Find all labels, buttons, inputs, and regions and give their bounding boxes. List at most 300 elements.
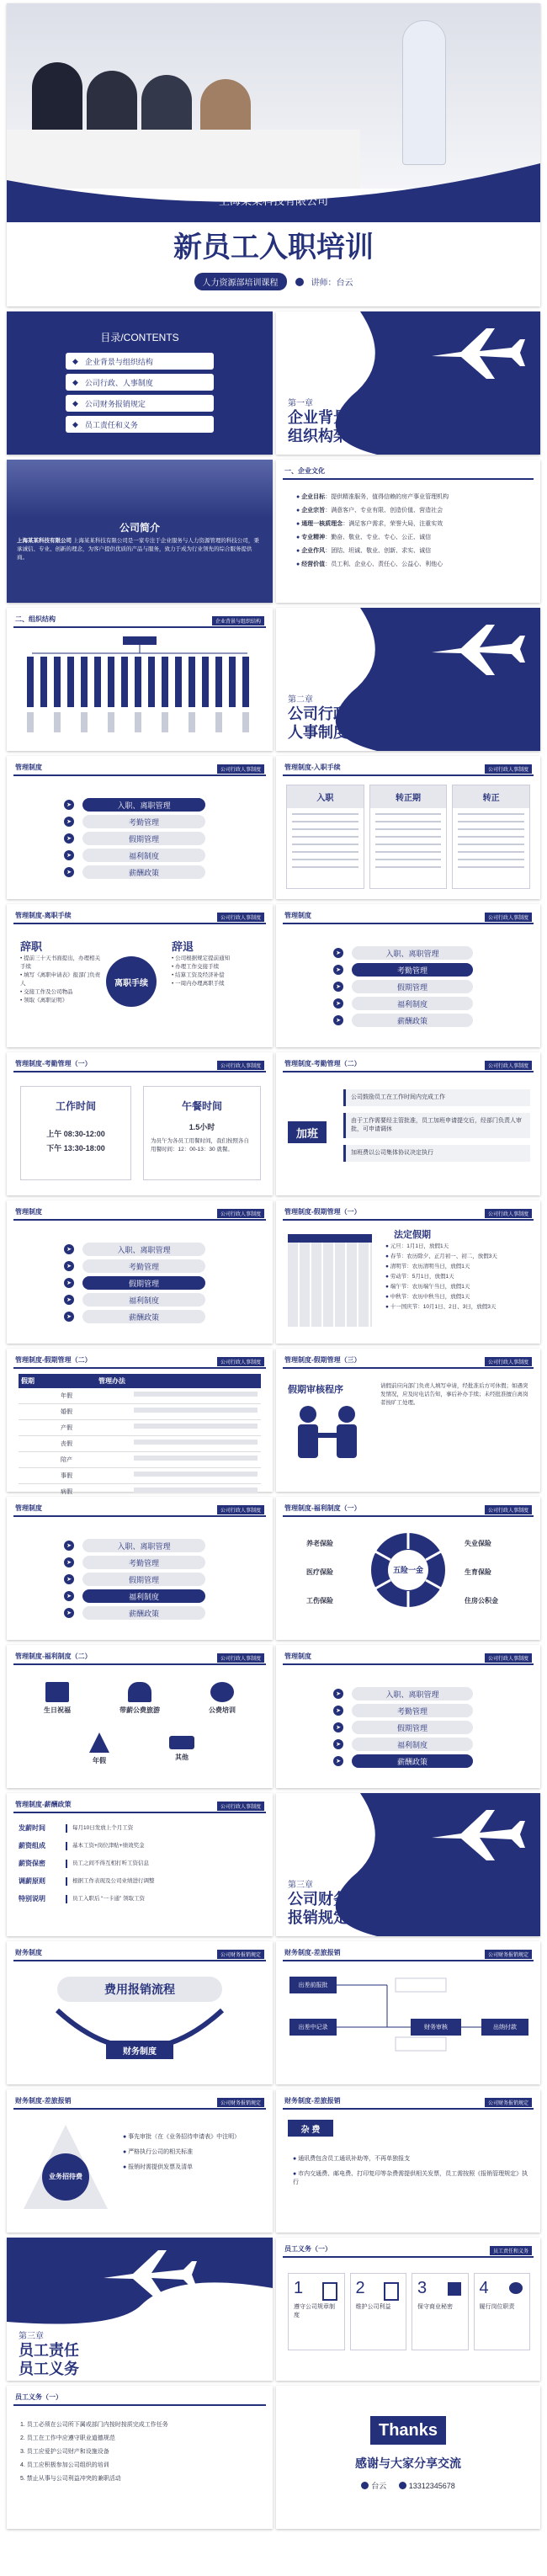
slide-header: 管理制度-入职手续 <box>284 764 341 771</box>
header-line <box>13 1960 266 1961</box>
duty-card: 1 遵守公司规章制度 <box>288 2273 345 2350</box>
intro-title: 公司简介 <box>119 522 160 534</box>
menu-item-label: 福利制度 <box>128 1592 159 1601</box>
overtime-item: 加班费以公司集体协议决定执行 <box>343 1145 530 1162</box>
slide-tag: 公司行政人事制度 <box>217 1061 264 1070</box>
org-chart <box>24 636 256 737</box>
onboard-col <box>369 785 448 889</box>
mgmt-menu-slide[interactable] <box>276 904 540 1047</box>
resign-left-text: • 提前三十天书面提出，办理相关手续 • 填写《离职申请表》报部门负责人 • 交接工作及公司物品 • 领取《离职证明》 <box>20 955 101 1003</box>
toc-item-icon: ◆ <box>72 377 78 386</box>
cover-slide[interactable] <box>7 3 540 306</box>
slide-tag: 公司行政人事制度 <box>485 764 532 774</box>
menu-item-attendance[interactable] <box>66 1556 205 1569</box>
onboard-col-title: 转正 <box>453 785 529 808</box>
slide-tag: 公司行政人事制度 <box>485 1061 532 1070</box>
chapter-number: 第三章 <box>19 2332 44 2341</box>
chat-icon <box>509 2282 523 2294</box>
slide-tag: 公司行政人事制度 <box>217 1357 264 1366</box>
slide-header: 管理制度 <box>15 1504 42 1512</box>
attendance1-slide[interactable] <box>7 1052 273 1195</box>
overtime-item: 公司鼓励员工在工作时间内完成工作 <box>343 1089 530 1106</box>
menu-item-label: 入职、离职管理 <box>117 1541 171 1551</box>
slide-header: 管理制度-假期管理（三） <box>284 1356 361 1364</box>
arrow-icon: ➤ <box>64 1278 74 1288</box>
header-line <box>283 923 534 924</box>
slide-header: 员工义务（一） <box>15 2393 62 2401</box>
welfare2-slide[interactable] <box>7 1645 273 1788</box>
arrow-icon: ➤ <box>333 982 343 992</box>
hospitality-center: 业务招待费 <box>49 2173 82 2180</box>
leave-approval-title: 假期审核程序 <box>288 1385 343 1395</box>
mgmt-menu-slide[interactable] <box>276 1645 540 1788</box>
slide-header: 财务制度-差旅报销 <box>15 2097 72 2105</box>
menu-item-label: 福利制度 <box>128 851 159 860</box>
chapter1-slide[interactable] <box>276 311 540 455</box>
toc-item[interactable] <box>66 374 214 391</box>
leave-table-row: 年假 <box>19 1388 261 1404</box>
header-line <box>13 1071 266 1072</box>
travel-icon <box>128 1682 151 1702</box>
menu-item-label: 薪酬政策 <box>128 1312 159 1322</box>
thanks-speaker: 台云 <box>371 2482 387 2490</box>
arrow-icon: ➤ <box>64 1261 74 1271</box>
mgmt-menu-slide[interactable] <box>7 756 273 899</box>
arrow-icon: ➤ <box>64 817 74 827</box>
duty1-slide[interactable] <box>276 2238 540 2381</box>
slide-header: 管理制度 <box>15 1208 42 1216</box>
duty2-line: 5. 禁止从事与公司利益冲突的兼职活动 <box>20 2476 121 2482</box>
onboard-col <box>452 785 530 889</box>
onboard-slide[interactable] <box>276 756 540 899</box>
slide-tag: 公司行政人事制度 <box>485 1209 532 1218</box>
arrow-icon: ➤ <box>64 1557 74 1567</box>
hospitality-triangle <box>24 2125 108 2209</box>
leave-table-row: 产假 <box>19 1420 261 1436</box>
flow-node: 出差前报批 <box>289 1977 337 1993</box>
chapter-heading <box>19 2329 79 2378</box>
insurance-item: 生育保险 <box>465 1568 491 1576</box>
chapter-heading <box>288 396 348 445</box>
gift-box-icon <box>448 2282 461 2296</box>
menu-item-onboarding[interactable] <box>336 946 473 960</box>
salary-row: 特别说明 员工入职后 “一卡通” 领取工资 <box>19 1894 261 1903</box>
slide-header: 管理制度-福利制度（一） <box>284 1504 361 1512</box>
header-line <box>283 2108 534 2110</box>
menu-item-salary[interactable] <box>66 1310 205 1323</box>
menu-item-welfare[interactable] <box>66 1293 205 1307</box>
plane-icon <box>428 620 528 679</box>
slide-tag: 企业背景与组织结构 <box>212 616 264 625</box>
arrow-icon: ➤ <box>333 948 343 958</box>
duty2-line: 3. 员工应爱护公司财产和设施设备 <box>20 2449 109 2455</box>
toc-item[interactable] <box>66 395 214 412</box>
chapter-title: 企业背景 组织构架 <box>288 409 348 444</box>
menu-item-welfare[interactable] <box>66 849 205 862</box>
welfare-item-label: 带薪公费旅游 <box>119 1706 160 1714</box>
org-slide[interactable] <box>7 608 273 751</box>
arrow-icon: ➤ <box>64 1574 74 1584</box>
menu-item-attendance[interactable] <box>66 1259 205 1273</box>
salary-row: 薪资组成 基本工资+岗位津贴+绩效奖金 <box>19 1841 261 1850</box>
chapter-number: 第一章 <box>288 399 313 408</box>
leave-col-header: 管理办法 <box>98 1377 125 1385</box>
arrow-icon: ➤ <box>64 800 74 810</box>
slide-header: 管理制度 <box>284 1653 311 1660</box>
work-time-am: 上午 08:30-12:00 <box>46 1130 105 1138</box>
header-line <box>13 1367 266 1369</box>
toc-item-label: 企业背景与组织结构 <box>84 357 153 366</box>
duty2-line: 4. 员工应积极参加公司组织的培训 <box>20 2462 109 2468</box>
chapter3-slide[interactable] <box>276 1793 540 1936</box>
attendance2-slide[interactable] <box>276 1052 540 1195</box>
chapter-number: 第二章 <box>288 695 313 705</box>
menu-item-label: 考勤管理 <box>396 966 428 975</box>
leave-item: ● 劳动节：5月1日，放假1天 <box>385 1274 454 1280</box>
user-icon <box>361 2482 369 2489</box>
salary-slide[interactable] <box>7 1793 273 1936</box>
header-line <box>13 626 266 628</box>
finance1-slide[interactable] <box>7 1941 273 2084</box>
leave-col-header <box>66 1374 96 1388</box>
overtime-item: 由于工作需要经主管批准，员工加班申请提交后，经部门负责人审批，可申请调休 <box>343 1113 530 1138</box>
duty-card: 4 履行岗位职责 <box>474 2273 531 2350</box>
thanks-badge <box>370 2416 446 2445</box>
slide-header: 管理制度-薪酬政策 <box>15 1801 72 1808</box>
menu-item-salary[interactable] <box>336 1014 473 1027</box>
work-time-box <box>20 1086 131 1180</box>
toc-item-icon: ◆ <box>72 356 78 365</box>
slide-header: 管理制度-考勤管理（二） <box>284 1060 361 1067</box>
phone-icon <box>399 2482 406 2489</box>
culture-list <box>296 488 532 574</box>
header-line <box>13 2404 266 2406</box>
slide-header: 管理制度-福利制度（二） <box>15 1653 92 1660</box>
culture-row: ● 通理一核质理念：满足客户需求，荣誉大局，注重实效 <box>296 521 443 527</box>
welfare-item-label: 生日祝福 <box>44 1706 71 1714</box>
thanks-phone: 13312345678 <box>408 2482 455 2490</box>
chapter-title: 员工责任 员工义务 <box>19 2342 79 2377</box>
menu-item-label: 薪酬政策 <box>396 1757 428 1766</box>
mgmt-menu <box>66 1535 205 1623</box>
header-line <box>283 1515 534 1517</box>
leave-approval-text: 请假前应向部门负责人填写申请，经批准后方可休假；如遇突发情况，应及时电话告知，事后补办手续；未经批准擅自离岗者按旷工处理。 <box>380 1383 528 1406</box>
slide-tag: 公司行政人事制度 <box>217 1653 264 1663</box>
slide-header: 一、企业文化 <box>284 467 325 475</box>
header-line <box>13 1219 266 1221</box>
slide-tag: 公司行政人事制度 <box>485 1505 532 1514</box>
chapter-heading <box>288 692 348 742</box>
mgmt-menu <box>336 1684 473 1771</box>
leave-item: ● 十一国庆节：10月1日、2日、3日，放假3天 <box>385 1304 497 1310</box>
menu-item-label: 入职、离职管理 <box>117 1245 171 1254</box>
chapter2-slide[interactable] <box>276 608 540 751</box>
leave-list <box>385 1241 534 1313</box>
menu-item-label: 假期管理 <box>128 834 159 844</box>
cover-subtitle: 人力资源部培训课程 <box>194 273 287 290</box>
arrow-icon: ➤ <box>64 833 74 844</box>
arrow-icon: ➤ <box>64 1312 74 1322</box>
flow-node: 财务审核 <box>411 2019 461 2036</box>
slide-tag: 公司行政人事制度 <box>485 913 532 922</box>
duty-cards <box>288 2273 530 2350</box>
leave1-slide[interactable] <box>276 1200 540 1344</box>
menu-item-welfare[interactable] <box>336 997 473 1010</box>
flow-lines <box>337 1975 488 2059</box>
slide-header: 员工义务（一） <box>284 2245 332 2253</box>
menu-item-onboarding[interactable] <box>66 1539 205 1552</box>
welfare1-slide[interactable] <box>276 1497 540 1640</box>
arrow-icon: ➤ <box>333 1722 343 1732</box>
menu-item-onboarding[interactable] <box>66 1243 205 1256</box>
leave-item: ● 中秋节：农历中秋当日，放假1天 <box>385 1294 470 1300</box>
slide-tag: 公司行政人事制度 <box>485 1653 532 1663</box>
slide-tag: 公司行政人事制度 <box>217 764 264 774</box>
doc-icon <box>322 2282 337 2301</box>
menu-item-attendance[interactable] <box>336 963 473 977</box>
menu-item-label: 考勤管理 <box>396 1706 428 1716</box>
resign-slide[interactable] <box>7 904 273 1047</box>
header-line <box>283 1367 534 1369</box>
leave-title: 法定假期 <box>394 1230 431 1240</box>
duty-card: 3 保守商业秘密 <box>412 2273 469 2350</box>
hospitality-item: ● 严格执行公司的相关标准 <box>123 2149 194 2155</box>
duty-card: 2 维护公司利益 <box>350 2273 407 2350</box>
leave-col-header: 假期 <box>21 1377 35 1385</box>
overtime-label-text: 加班 <box>295 1126 318 1140</box>
finance-curve <box>57 2010 222 2069</box>
menu-item-welfare[interactable] <box>66 1589 205 1603</box>
chapter4-slide[interactable] <box>7 2238 273 2381</box>
arrow-icon: ➤ <box>333 998 343 1009</box>
menu-item-label: 考勤管理 <box>128 1262 159 1271</box>
intro-text-block <box>17 537 263 562</box>
insurance-item: 失业保险 <box>465 1540 491 1547</box>
work-time-pm: 下午 13:30-18:00 <box>46 1144 105 1152</box>
mgmt-menu <box>336 943 473 1030</box>
resign-center-circle <box>106 956 157 1007</box>
duty2-line: 2. 员工在工作中应遵守职业道德规范 <box>20 2435 115 2441</box>
finance3-slide[interactable] <box>7 2089 273 2233</box>
header-line <box>283 1960 534 1961</box>
leave-table-row: 丧假 <box>19 1436 261 1452</box>
thanks-slide[interactable] <box>276 2386 540 2529</box>
finance-label-box <box>106 2041 173 2059</box>
slide-header: 管理制度-离职手续 <box>15 912 72 919</box>
welfare-item <box>32 1682 82 1715</box>
leave-item: ● 元旦：1月1日，放假1天 <box>385 1243 449 1249</box>
slide-tag: 公司财务报销规定 <box>485 2098 532 2107</box>
lecturer-icon <box>295 278 304 286</box>
toc-title: 目录/CONTENTS <box>100 332 179 343</box>
menu-item-salary[interactable] <box>336 1754 473 1768</box>
handshake-icon <box>289 1402 365 1470</box>
slide-header: 财务制度-差旅报销 <box>284 1949 341 1956</box>
leave-table-row: 病假 <box>19 1484 261 1500</box>
slide-tag: 公司行政人事制度 <box>217 1209 264 1218</box>
insurance-center: 五险一金 <box>392 1566 423 1574</box>
menu-item-onboarding[interactable] <box>66 798 205 812</box>
salary-table <box>19 1820 261 1912</box>
hospitality-item: ● 事先审批（在《业务招待申请表》中注明） <box>123 2134 241 2140</box>
slide-tag: 公司行政人事制度 <box>217 1802 264 1811</box>
menu-item-label: 福利制度 <box>396 999 428 1009</box>
leave2-slide[interactable] <box>7 1349 273 1495</box>
toc-item-label: 员工责任和义务 <box>84 420 138 429</box>
toc-item-label: 公司行政、人事制度 <box>84 378 153 387</box>
slide-tag: 公司行政人事制度 <box>217 913 264 922</box>
overtime-list <box>343 1083 530 1168</box>
intro-slide[interactable] <box>7 460 273 603</box>
calendar-graphic <box>288 1234 372 1327</box>
insurance-item: 养老保险 <box>306 1540 333 1547</box>
check-icon <box>384 2282 399 2301</box>
welfare-item <box>197 1682 247 1715</box>
menu-item-label: 假期管理 <box>128 1279 159 1288</box>
header-line <box>283 1219 534 1221</box>
arrow-icon: ➤ <box>64 867 74 877</box>
header-line <box>13 1812 266 1813</box>
intro-text: 上海某某科技有限公司是一家专注于企业服务与人力资源管理的科技公司，秉承诚信、专业、创新的理念，为客户提供优质的产品与服务，致力于成为行业领先的综合服务提供商。 <box>17 538 259 561</box>
misc-label: 杂 费 <box>300 2125 321 2135</box>
arrow-icon: ➤ <box>333 1756 343 1766</box>
cover-wave <box>7 146 540 222</box>
menu-item-attendance[interactable] <box>336 1704 473 1717</box>
slide-header: 二、组织结构 <box>15 615 56 623</box>
resign-left-title: 辞职 <box>20 940 43 953</box>
header-line <box>283 774 534 776</box>
leave-item: ● 端午节：农历端午当日，放假1天 <box>385 1284 470 1290</box>
slide-header: 财务制度 <box>15 1949 42 1956</box>
cover-title: 新员工入职培训 <box>173 232 374 263</box>
menu-item-label: 考勤管理 <box>128 817 159 827</box>
mgmt-menu <box>66 1239 205 1327</box>
welfare-item <box>74 1732 125 1765</box>
mgmt-menu <box>66 795 205 882</box>
duty2-slide[interactable] <box>7 2386 273 2529</box>
slide-header: 管理制度-假期管理（一） <box>284 1208 361 1216</box>
menu-item-welfare[interactable] <box>336 1738 473 1751</box>
resign-right-text: • 公司根据规定提前通知 • 办理工作交接手续 • 结算工资及经济补偿 • 一周内办理离职手续 <box>172 955 231 987</box>
header-line <box>283 1663 534 1665</box>
misc-list <box>293 2148 530 2194</box>
menu-item-label: 福利制度 <box>396 1740 428 1749</box>
culture-row: ● 企业目标：提供精准服务，值得信赖的房产事业管理机构 <box>296 494 449 500</box>
toc-item-icon: ◆ <box>72 398 78 407</box>
toc-item[interactable] <box>66 353 214 370</box>
culture-row: ● 企业宗旨：满意客户、专业有限、创造价值、营造社会 <box>296 508 443 514</box>
header-line <box>283 2256 534 2258</box>
chapter-title: 公司行政 人事制度 <box>288 705 348 741</box>
slide-header: 管理制度-考勤管理（一） <box>15 1060 92 1067</box>
menu-item-onboarding[interactable] <box>336 1687 473 1700</box>
header-line <box>13 774 266 776</box>
misc-item: ● 市内交通费、邮电费、打印复印等杂费需提供相关发票，员工需按照《报销管理规定》执行 <box>293 2171 528 2185</box>
leave3-slide[interactable] <box>276 1349 540 1492</box>
lunch-time-title: 午餐时间 <box>181 1100 222 1112</box>
menu-item-salary[interactable] <box>66 865 205 879</box>
toc-item[interactable] <box>66 416 214 433</box>
menu-item-leave[interactable] <box>66 1573 205 1586</box>
finance-flow-title: 费用报销流程 <box>104 1983 175 1996</box>
toc-item-icon: ◆ <box>72 419 78 428</box>
header-line <box>13 923 266 924</box>
salary-row: 发薪时间 每月10日发放上个月工资 <box>19 1823 261 1833</box>
leave-item: ● 清明节：农历清明当日，放假1天 <box>385 1264 470 1269</box>
overtime-label <box>288 1121 327 1143</box>
slide-header: 管理制度-假期管理（二） <box>15 1356 92 1364</box>
arrow-icon: ➤ <box>333 1706 343 1716</box>
culture-row: ● 专业精神：勤奋、敬业、专业、专心、公正、诚信 <box>296 535 432 540</box>
menu-item-attendance[interactable] <box>66 815 205 828</box>
menu-item-label: 考勤管理 <box>128 1558 159 1567</box>
slide-tag: 公司财务报销规定 <box>217 1950 264 1959</box>
salary-row: 调薪原则 根据工作表现及公司业绩进行调整 <box>19 1876 261 1886</box>
arrow-icon: ➤ <box>64 1295 74 1305</box>
menu-item-label: 福利制度 <box>128 1296 159 1305</box>
slide-header: 财务制度-差旅报销 <box>284 2097 341 2105</box>
intro-company: 上海某某科技有限公司 <box>17 538 72 544</box>
plane-icon <box>428 1806 528 1865</box>
hospitality-item: ● 报销时需提供发票及清单 <box>123 2164 194 2170</box>
work-time-title: 工作时间 <box>55 1100 96 1112</box>
header-line <box>283 1071 534 1072</box>
vacation-icon <box>89 1732 109 1753</box>
leave-table-row: 事假 <box>19 1468 261 1484</box>
insurance-item: 住房公积金 <box>465 1597 498 1605</box>
welfare-item-label: 年假 <box>93 1757 106 1764</box>
menu-item-leave[interactable] <box>66 832 205 845</box>
finance2-slide[interactable] <box>276 1941 540 2084</box>
resign-center-label: 离职手续 <box>114 978 148 988</box>
bed-icon <box>169 1736 194 1749</box>
arrow-icon: ➤ <box>333 1689 343 1699</box>
finance4-slide[interactable] <box>276 2089 540 2233</box>
menu-item-label: 薪酬政策 <box>128 868 159 877</box>
welfare-item <box>157 1732 207 1762</box>
toc-slide[interactable] <box>7 311 273 455</box>
header-line <box>13 1663 266 1665</box>
leave-item: ● 春节：农历除夕、正月初一、初二，放假3天 <box>385 1253 497 1259</box>
mgmt-menu-slide[interactable] <box>7 1497 273 1640</box>
onboard-col <box>286 785 364 889</box>
menu-item-leave[interactable] <box>336 980 473 993</box>
toc-list <box>66 349 214 437</box>
thanks-contact <box>276 2480 540 2491</box>
slide-tag: 公司财务报销规定 <box>485 1950 532 1959</box>
slide-tag: 公司行政人事制度 <box>217 1505 264 1514</box>
header-line <box>283 478 534 480</box>
resign-right-title: 辞退 <box>172 940 194 953</box>
misc-label-box <box>288 2120 333 2137</box>
culture-slide[interactable] <box>276 460 540 603</box>
onboard-col-title: 入职 <box>287 785 364 808</box>
menu-item-salary[interactable] <box>66 1606 205 1620</box>
flow-node: 出纳付款 <box>481 2019 528 2036</box>
arrow-icon: ➤ <box>64 1591 74 1601</box>
menu-item-label: 薪酬政策 <box>128 1609 159 1618</box>
menu-item-label: 假期管理 <box>396 982 428 992</box>
menu-item-leave[interactable] <box>336 1721 473 1734</box>
menu-item-leave[interactable] <box>66 1276 205 1290</box>
arrow-icon: ➤ <box>333 1015 343 1025</box>
slide-tag: 公司行政人事制度 <box>485 1357 532 1366</box>
lunch-time-box <box>143 1086 261 1180</box>
mgmt-menu-slide[interactable] <box>7 1200 273 1344</box>
lunch-time-text: 为员午为各员工用餐时间，我们按照各自用餐时间：12：00-13：30 就餐。 <box>151 1138 249 1152</box>
welfare-item-label: 其他 <box>175 1754 189 1761</box>
finance-flow-banner <box>57 1977 222 2002</box>
